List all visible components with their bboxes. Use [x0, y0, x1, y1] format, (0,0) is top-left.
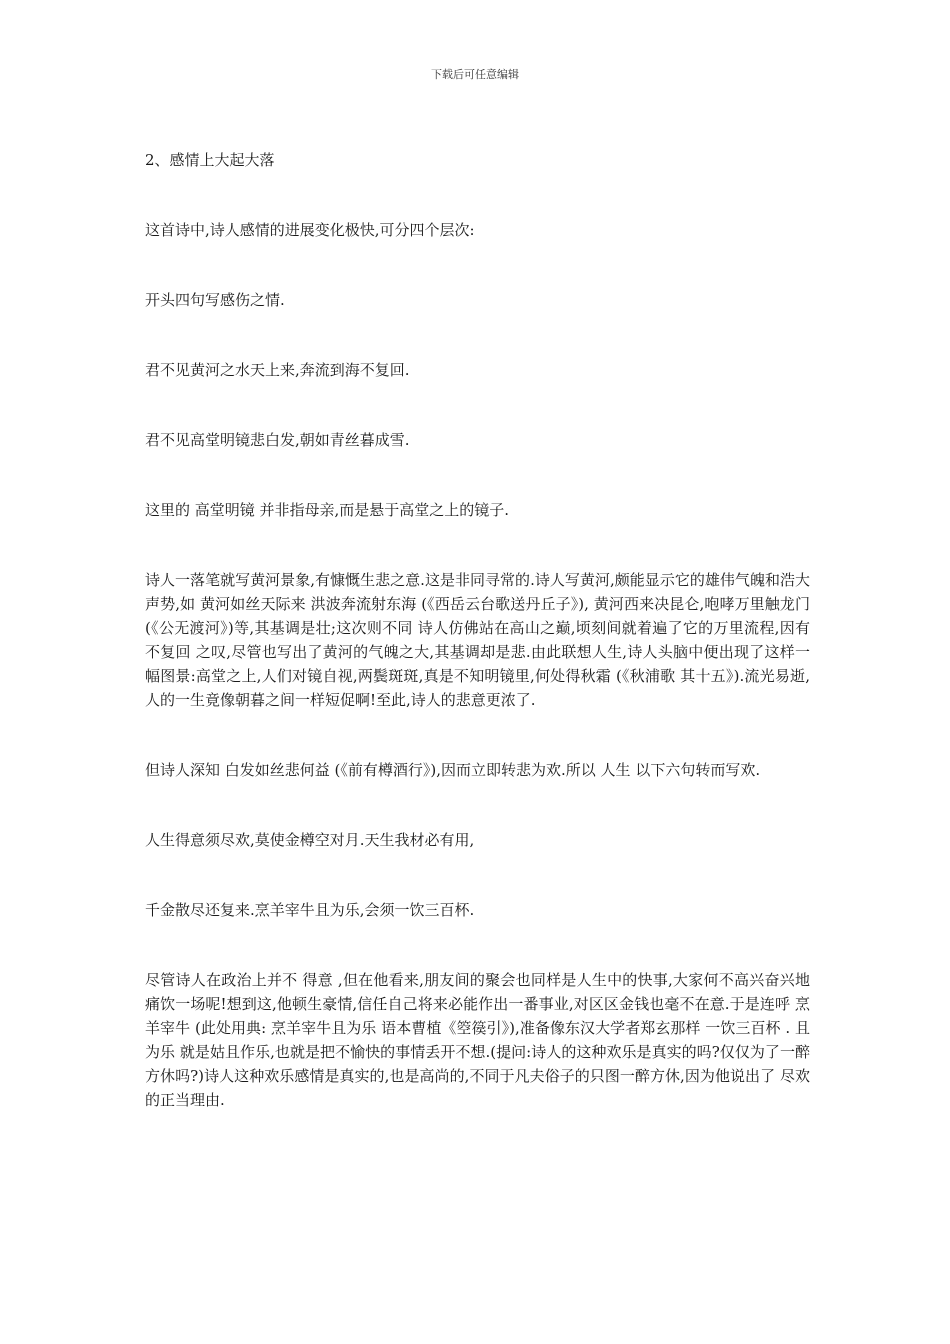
poem-line-4: 千金散尽还复来.烹羊宰牛且为乐,会须一饮三百杯.: [145, 901, 475, 919]
page-header: 下载后可任意编辑: [431, 68, 519, 81]
paragraph-feast: 尽管诗人在政治上并不 得意 ,但在他看来,朋友间的聚会也同样是人生中的快事,大家何不高兴奋兴地痛饮一场呢!想到这,他顿生豪情,信任自己将来必能作出一番事业,对区区金钱也毫不在意.于是连呼 烹羊宰牛 (此处用典: 烹羊宰牛且为乐 语本曹植《箜篌引》),准备像东汉大学者郑玄那样 一饮三百杯 . 且为乐 就是姑且作乐,也就是把不愉快的事情丢开不想.(提问:诗人的这种欢乐是真实的吗?仅仅为了一醉方休吗?)诗人这种欢乐感情是真实的,也是高尚的,不同于凡夫俗子的只图一醉方休,因为他说出了 尽欢 的正当理由.: [145, 971, 810, 1109]
paragraph-mirror-note: 这里的 高堂明镜 并非指母亲,而是悬于高堂之上的镜子.: [145, 501, 510, 519]
document-body: [145, 148, 810, 1112]
poem-line-3: 人生得意须尽欢,莫使金樽空对月.天生我材必有用,: [145, 831, 475, 849]
paragraph-turn-to-joy: 但诗人深知 白发如丝悲何益 (《前有樽酒行》),因而立即转悲为欢.所以 人生 以下六句转而写欢.: [145, 761, 761, 779]
section-heading: 2、感情上大起大落: [145, 151, 275, 169]
poem-line-1: 君不见黄河之水天上来,奔流到海不复回.: [145, 361, 410, 379]
poem-line-2: 君不见高堂明镜悲白发,朝如青丝暮成雪.: [145, 431, 410, 449]
paragraph-yellow-river: 诗人一落笔就写黄河景象,有慷慨生悲之意.这是非同寻常的.诗人写黄河,颇能显示它的雄伟气魄和浩大声势,如 黄河如丝天际来 洪波奔流射东海 (《西岳云台歌送丹丘子》), 黄河西来决昆仑,咆哮万里触龙门 (《公无渡河》)等,其基调是壮;这次则不同 诗人仿佛站在高山之巅,顷刻间就着遍了它的万里流程,因有 不复回 之叹,尽管也写出了黄河的气魄之大,其基调却是悲.由此联想人生,诗人头脑中便出现了这样一幅图景:高堂之上,人们对镜自视,两鬓斑斑,真是不知明镜里,何处得秋霜 (《秋浦歌 其十五》).流光易逝,人的一生竟像朝暮之间一样短促啊!至此,诗人的悲意更浓了.: [145, 571, 810, 709]
paragraph-intro: 这首诗中,诗人感情的进展变化极快,可分四个层次:: [145, 221, 475, 239]
paragraph-first-four: 开头四句写感伤之情.: [145, 291, 285, 309]
